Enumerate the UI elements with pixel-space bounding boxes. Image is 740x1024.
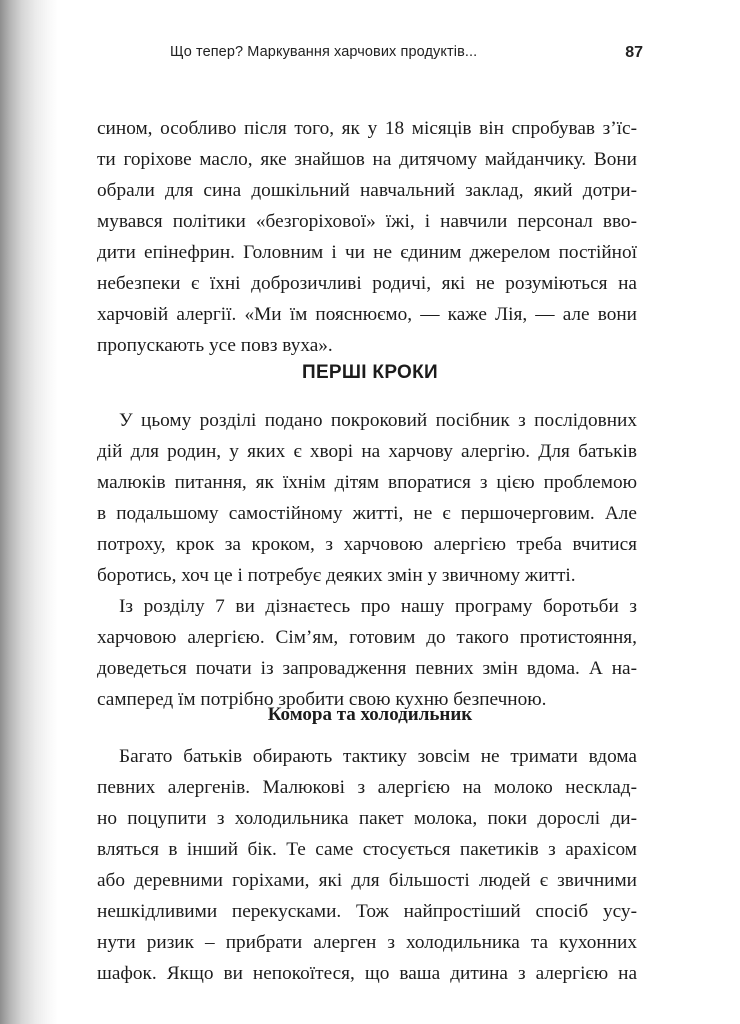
text-line: самперед їм потрібно зробити свою кухню безпечною. — [97, 689, 547, 710]
text-line: шафок. Якщо ви непокоїтеся, що ваша дитина з алергією на — [97, 963, 637, 984]
paragraph-program — [97, 591, 637, 715]
text-line: сином, особливо після того, як у 18 місяців він спробував з’їс- — [97, 118, 637, 139]
paragraph-continuation — [97, 113, 637, 361]
text-line: малюків питання, як їхнім дітям впоратися з цією проблемою — [97, 472, 637, 493]
text-line: дій для родин, у яких є хворі на харчову алергію. Для батьків — [97, 441, 637, 462]
sub-heading: Комора та холодильник — [267, 704, 473, 725]
text-line: но поцупити з холодильника пакет молока, поки дорослі ди- — [97, 808, 637, 829]
text-line: ти горіхове масло, яке знайшов на дитячому майданчику. Вони — [97, 149, 637, 170]
text-line: обрали для сина дошкільний навчальний заклад, який дотри- — [97, 180, 637, 201]
page-number: 87 — [625, 44, 643, 61]
text-line: харчовою алергією. Сім’ям, готовим до такого протистояння, — [97, 627, 637, 648]
text-line: боротись, хоч це і потребує деяких змін у звичному житті. — [97, 565, 576, 586]
text-line: певних алергенів. Малюкові з алергією на молоко несклад- — [97, 777, 637, 798]
section-heading: ПЕРШІ КРОКИ — [301, 362, 438, 383]
running-head: Що тепер? Маркування харчових продуктів... — [170, 44, 478, 60]
text-line: мувався політики «безгоріхової» їжі, і навчили персонал вво- — [97, 211, 637, 232]
text-line: Багато батьків обирають тактику зовсім не тримати вдома — [119, 746, 637, 767]
text-line: дити епінефрин. Головним і чи не єдиним джерелом постійної — [97, 242, 637, 263]
text-line: або деревними горіхами, які для більшості людей є звичними — [97, 870, 637, 891]
paragraph-intro — [97, 405, 637, 591]
text-line: небезпеки є їхні доброзичливі родичі, які не розуміються на — [97, 273, 637, 294]
text-line: в подальшому самостійному житті, не є першочерговим. Але — [97, 503, 637, 524]
text-line: нешкідливими перекусками. Тож найпростіший спосіб усу- — [97, 901, 637, 922]
text-line: Із розділу 7 ви дізнаєтесь про нашу програму боротьби з — [119, 596, 637, 617]
text-line: потроху, крок за кроком, з харчовою алергією треба вчитися — [97, 534, 637, 555]
text-line: пропускають усе повз вуха». — [97, 335, 333, 356]
text-line: харчовій алергії. «Ми їм пояснюємо, — каже Лія, — але вони — [97, 304, 637, 325]
text-line: доведеться почати із запровадження певних змін вдома. А на- — [97, 658, 637, 679]
paragraph-pantry — [97, 741, 637, 989]
text-line: вляться в інший бік. Те саме стосується пакетиків з арахісом — [97, 839, 637, 860]
text-line: У цьому розділі подано покроковий посібник з послідовних — [119, 410, 637, 431]
text-line: нути ризик – прибрати алерген з холодильника та кухонних — [97, 932, 637, 953]
